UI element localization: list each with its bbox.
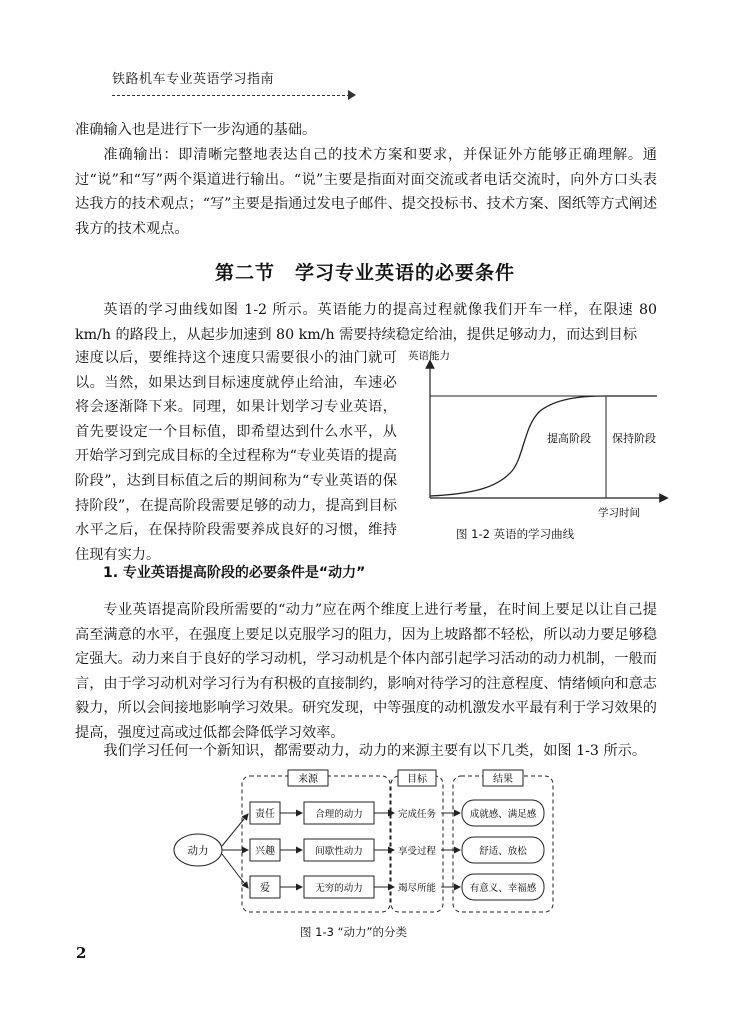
phase-improve-label: 提高阶段 <box>547 432 591 445</box>
body-paragraph-3: 我们学习任何一个新知识，都需要动力，动力的来源主要有以下几类，如图 1-3 所示。 <box>103 743 647 759</box>
intro-paragraph-2: 准确输出：即清晰完整地表达自己的技术方案和要求，并保证外方能够正确理解。通过“说”和“写”两个渠道进行输出。“说”主要是指面对面交流或者电话交流时，向外方口头表达我方的技术观点；“写”主要是指通过发电子邮件、提交投标书、技术方案、图纸等方式阐述我方的技术观点。 <box>75 147 658 237</box>
page-number: 2 <box>76 944 87 962</box>
type-1: 合理的动力 <box>315 809 363 820</box>
source-1: 责任 <box>255 809 275 820</box>
goal-1: 完成任务 <box>397 809 437 820</box>
figure-1-3-caption: 图 1-3 “动力”的分类 <box>300 925 408 939</box>
body-paragraph-1-wrap: 速度以后，要维持这个速度只需要很小的油门就可以。当然，如果达到目标速度就停止给油，车速必将会逐渐降下来。同理，如果计划学习专业英语，首先要设定一个目标值，即希望达到什么水平，从开始学习到完成目标的全过程称为“专业英语的提高阶段”，达到目标值之后的期间称为“专业英语的保持阶段”，在提高阶段需要足够的动力，提高到目标水平之后，在保持阶段需要养成良好的习惯，维持住现有实力。 <box>75 350 397 563</box>
fan-arrow-3 <box>222 854 248 888</box>
x-axis-label: 学习时间 <box>598 507 640 519</box>
figure-1-3-motivation-diagram <box>170 768 560 916</box>
learning-s-curve <box>430 396 657 496</box>
goal-2: 享受过程 <box>397 846 437 857</box>
fan-arrow-1 <box>222 814 248 846</box>
header-source: 来源 <box>298 774 318 785</box>
type-3: 无穷的动力 <box>315 883 363 894</box>
y-axis-label: 英语能力 <box>408 350 450 362</box>
section-name: 学习专业英语的必要条件 <box>295 262 516 284</box>
figure-1-2-learning-curve <box>402 346 672 546</box>
body-paragraph-1-top: 英语的学习曲线如图 1-2 所示。英语能力的提高过程就像我们开车一样，在限速 80 km/h 的路段上，从起步加速到 80 km/h 需要持续稳定给油，提供足够动力，而达到目标 <box>75 302 657 343</box>
type-2: 间歇性动力 <box>315 846 363 857</box>
goal-3: 竭尽所能 <box>397 883 437 894</box>
source-3: 爱 <box>260 883 270 894</box>
figure-1-2-caption: 图 1-2 英语的学习曲线 <box>456 527 575 541</box>
source-2: 兴趣 <box>255 846 275 857</box>
header-result: 结果 <box>493 774 513 785</box>
running-header: 铁路机车专业英语学习指南 <box>112 72 275 87</box>
body-paragraph-2: 专业英语提高阶段所需要的“动力”应在两个维度上进行考量，在时间上要足以让自己提高至满意的水平，在强度上要足以克服学习的阻力，因为上坡路都不轻松，所以动力要足够稳定强大。动力来自于良好的学习动机，学习动机是个体内部引起学习活动的动力机制，一般而言，由于学习动机对学习行为有积极的直接制约，影响对待学习的注意程度、情绪倾向和意志毅力，所以会间接地影响学习效果。研究发现，中等强度的动机激发水平最有利于学习效果的提高，强度过高或过低都会降低学习效率。 <box>75 602 657 741</box>
section-number: 第二节 <box>214 262 275 284</box>
header-dashed-rule <box>112 95 350 96</box>
phase-maintain-label: 保持阶段 <box>612 432 656 445</box>
section-title <box>0 258 730 285</box>
result-2: 舒适、放松 <box>479 846 527 857</box>
header-arrow-icon <box>348 90 356 100</box>
root-label: 动力 <box>187 845 209 857</box>
result-3: 有意义、幸福感 <box>469 883 537 894</box>
header-goal: 目标 <box>407 774 427 785</box>
subheading-1: 1. 专业英语提高阶段的必要条件是“动力” <box>103 565 366 581</box>
intro-paragraph-1: 准确输入也是进行下一步沟通的基础。 <box>75 122 317 138</box>
result-1: 成就感、满足感 <box>469 809 537 820</box>
